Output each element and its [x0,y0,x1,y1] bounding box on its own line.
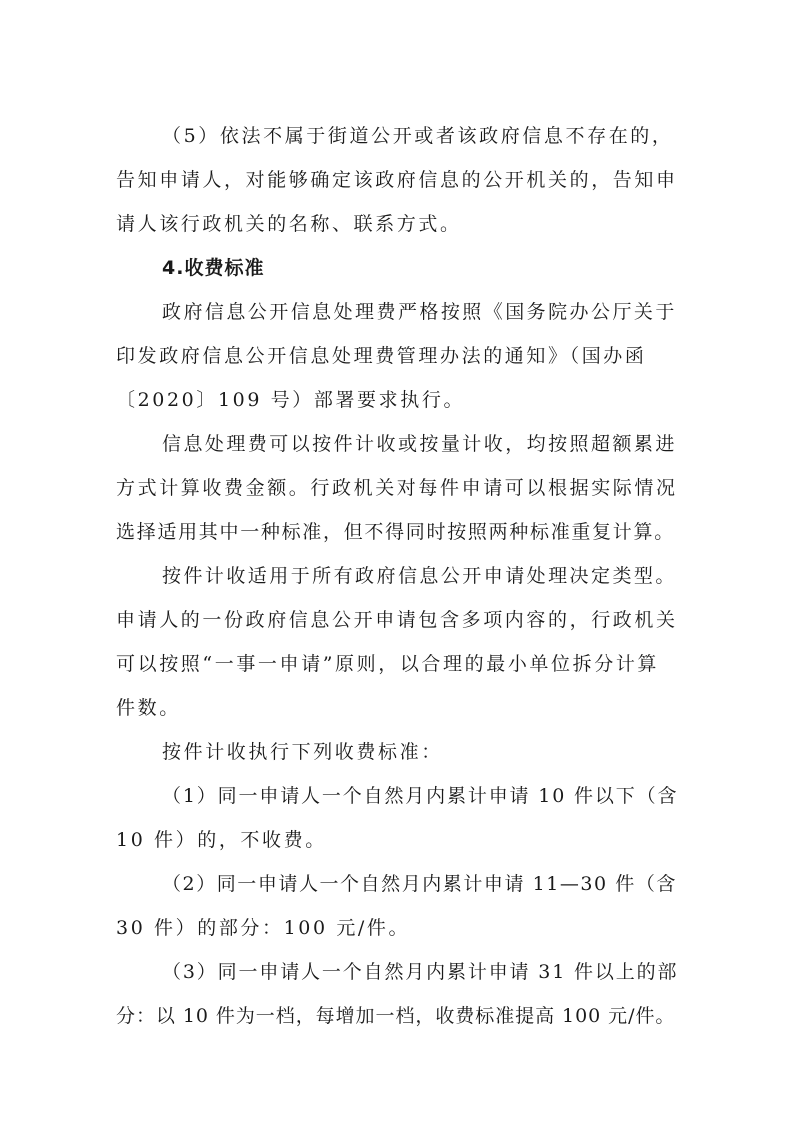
paragraph-line: 请人该行政机关的名称、联系方式。 [116,213,462,235]
paragraph-line: 政府信息公开信息处理费严格按照《国务院办公厅关于 [162,301,677,323]
section-heading: 4.收费标准 [162,257,265,279]
paragraph-line: 告知申请人，对能够确定该政府信息的公开机关的，告知申 [116,169,678,191]
list-item-line: 10 件）的，不收费。 [116,829,327,851]
list-item-line: 分：以 10 件为一档，每增加一档，收费标准提高 100 元/件。 [116,1005,676,1027]
list-item-line: （3）同一申请人一个自然月内累计申请 31 件以上的部 [162,961,679,983]
paragraph-line: 申请人的一份政府信息公开申请包含多项内容的，行政机关 [116,609,678,631]
paragraph-line: 件数。 [116,697,181,719]
paragraph-line: 可以按照“一事一申请”原则，以合理的最小单位拆分计算 [116,653,660,675]
paragraph-line: 信息处理费可以按件计收或按量计收，均按照超额累进 [162,433,677,455]
paragraph-line: 按件计收适用于所有政府信息公开申请处理决定类型。 [162,565,677,587]
list-item-line: （2）同一申请人一个自然月内累计申请 11—30 件（含 [162,873,677,895]
paragraph-line: （5）依法不属于街道公开或者该政府信息不存在的， [162,125,674,147]
paragraph-line: 按件计收执行下列收费标准： [162,741,443,763]
list-item-line: （1）同一申请人一个自然月内累计申请 10 件以下（含 [162,785,679,807]
paragraph-line: 印发政府信息公开信息处理费管理办法的通知》（国办函 [116,345,647,367]
paragraph-line: 〔2020〕109 号）部署要求执行。 [116,389,466,411]
paragraph-line: 选择适用其中一种标准，但不得同时按照两种标准重复计算。 [116,521,675,543]
list-item-line: 30 件）的部分：100 元/件。 [116,917,411,939]
paragraph-line: 方式计算收费金额。行政机关对每件申请可以根据实际情况 [116,477,678,499]
document-body [116,124,678,1048]
